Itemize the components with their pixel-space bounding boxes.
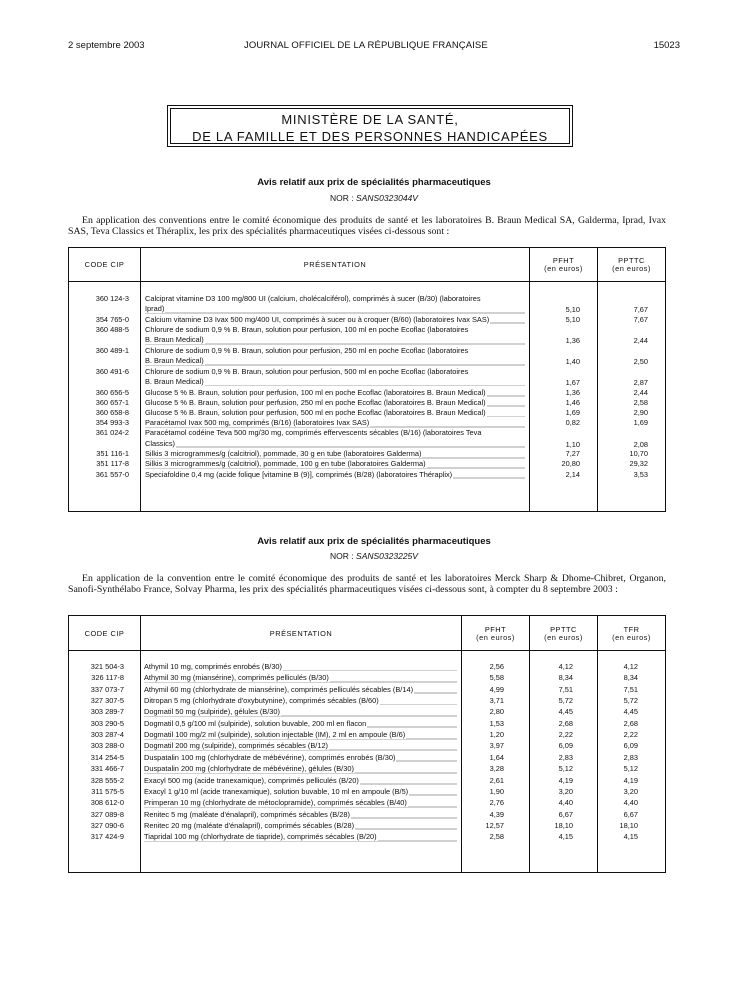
presentation-text	[144, 696, 457, 705]
tfr-value: 4,40	[623, 798, 638, 808]
presentation-line: Silkis 3 microgrammes/g (calcitriol), pommade, 100 g en tube (laboratoires Galderma)	[145, 459, 426, 469]
cip-code: 360 657-1	[95, 397, 129, 407]
tfr-unit: (en euros)	[612, 633, 651, 642]
cip-code: 360 488-5	[95, 325, 129, 335]
tfr-value: 8,34	[623, 673, 638, 683]
ppttc-value: 2,08	[633, 439, 648, 449]
notice-1-intro: En application des conventions entre le comité économique des produits de santé et les laboratoires B. Braun Medical SA, Galderma, Iprad, Ivax SAS, Teva Classics et Théraplix, les prix des spécialités pharmaceutiques visées ci-dessous sont :	[68, 215, 666, 237]
ppttc-unit: (en euros)	[612, 264, 651, 273]
notice-2-title: Avis relatif aux prix de spécialités pharmaceutiques	[257, 536, 491, 547]
presentation-line: Duspatalin 200 mg (chlorhydrate de mébévérine), gélules (B/30)	[144, 764, 354, 774]
cip-code: 354 993-3	[95, 418, 129, 428]
ppttc-value: 10,70	[629, 449, 648, 459]
pfht-label: PFHT	[484, 625, 507, 634]
presentation-text	[144, 685, 457, 694]
cip-code: 303 289-7	[90, 707, 124, 717]
presentation-text	[145, 294, 525, 303]
nor-code: SANS0323044V	[356, 193, 418, 203]
presentation-line: Silkis 3 microgrammes/g (calcitriol), pommade, 30 g en tube (laboratoires Galderma)	[145, 449, 422, 459]
nor-code: SANS0323225V	[356, 551, 418, 561]
presentation-line: Chlorure de sodium 0,9 % B. Braun, solution pour perfusion, 500 ml en poche Ecoflac (laboratoires	[145, 366, 469, 376]
cip-code: 328 555-2	[90, 775, 124, 785]
presentation-text	[144, 776, 457, 785]
cip-code: 360 491-6	[95, 366, 129, 376]
presentation-line: Speciafoldine 0,4 mg (acide folique [vitamine B (9)], comprimés (B/28) (laboratoires Théraplix)	[145, 469, 453, 479]
ppttc-value: 4,45	[558, 707, 573, 717]
presentation-line: Dogmatil 0,5 g/100 ml (sulpiride), solution buvable, 200 ml en flacon	[144, 718, 367, 728]
presentation-text	[144, 810, 457, 819]
ppttc-value: 4,15	[558, 832, 573, 842]
presentation-line: Athymil 10 mg, comprimés enrobés (B/30)	[144, 662, 283, 671]
presentation-line: Chlorure de sodium 0,9 % B. Braun, solution pour perfusion, 250 ml en poche Ecoflac (laboratoires	[145, 345, 469, 355]
cip-code: 303 288-0	[90, 741, 124, 751]
tfr-value: 6,09	[623, 741, 638, 751]
pfht-value: 0,82	[565, 418, 580, 428]
cip-code: 360 656-5	[95, 387, 129, 397]
pfht-value: 5,58	[489, 673, 504, 683]
cip-code: 361 557-0	[95, 469, 129, 479]
presentation-text	[145, 315, 525, 324]
presentation-text	[145, 408, 525, 417]
cip-code: 327 307-5	[90, 696, 124, 706]
presentation-line: Duspatalin 100 mg (chlorhydrate de mébévérine), comprimés enrobés (B/30)	[144, 752, 396, 762]
ppttc-value: 29,32	[629, 459, 648, 469]
ppttc-value: 4,40	[558, 798, 573, 808]
pfht-value: 3,97	[489, 741, 504, 751]
ppttc-value: 2,87	[633, 378, 648, 387]
cip-code: 331 466-7	[90, 764, 124, 774]
presentation-line: Renitec 5 mg (maléate d'énalapril), comprimés sécables (B/28)	[144, 809, 350, 819]
presentation-text	[144, 741, 457, 750]
presentation-text	[144, 764, 457, 773]
col-header-code: CODE CIP	[84, 260, 125, 269]
tfr-value: 6,67	[623, 809, 638, 819]
tfr-value: 2,83	[623, 752, 638, 762]
cip-code: 327 090-6	[90, 820, 124, 830]
pfht-value: 4,99	[489, 684, 504, 694]
pfht-value: 1,64	[489, 752, 504, 762]
pfht-value: 5,10	[565, 305, 580, 315]
presentation-line: Renitec 20 mg (maléate d'énalapril), comprimés sécables (B/28)	[144, 820, 355, 830]
cip-code: 326 117-8	[91, 673, 124, 683]
presentation-text	[144, 753, 457, 762]
presentation-text	[144, 662, 457, 671]
presentation-line: Tiapridal 100 mg (chlorhydrate de tiapride), comprimés sécables (B/20)	[144, 832, 377, 842]
presentation-text	[145, 335, 525, 344]
col-header-ppttc	[530, 626, 597, 642]
presentation-text	[144, 673, 457, 682]
cip-code: 351 116-1	[96, 449, 129, 459]
cip-code: 351 117-8	[96, 459, 129, 469]
ppttc-value: 7,67	[633, 314, 648, 324]
presentation-text	[144, 798, 457, 807]
ppttc-value: 18,10	[554, 820, 573, 830]
presentation-line: Chlorure de sodium 0,9 % B. Braun, solution pour perfusion, 100 ml en poche Ecoflac (laboratoires	[145, 325, 469, 335]
pfht-value: 1,46	[565, 397, 580, 407]
presentation-line: Glucose 5 % B. Braun, solution pour perfusion, 100 ml en poche Ecoflac (laboratoires B. Braun Medical)	[145, 387, 486, 397]
notice-1-nor	[0, 193, 748, 203]
pfht-value: 1,10	[565, 439, 580, 449]
presentation-text	[145, 449, 525, 458]
pfht-value: 12,57	[485, 820, 504, 830]
cip-code: 314 254-5	[90, 752, 124, 762]
presentation-line: Calciprat vitamine D3 100 mg/800 UI (calcium, cholécalciférol), comprimés à sucer (B/30) (laboratoires	[145, 294, 481, 303]
presentation-text	[144, 719, 457, 728]
pfht-value: 1,53	[489, 718, 504, 728]
tfr-value: 2,22	[623, 730, 638, 740]
cip-code: 360 489-1	[95, 345, 129, 355]
presentation-text	[145, 388, 525, 397]
pfht-value: 7,27	[565, 449, 580, 459]
tfr-value: 3,20	[623, 786, 638, 796]
cip-code: 303 290-5	[90, 718, 124, 728]
pfht-value: 3,71	[489, 696, 504, 706]
ministry-line-2: DE LA FAMILLE ET DES PERSONNES HANDICAPÉES	[192, 129, 548, 144]
ppttc-value: 1,69	[633, 418, 648, 428]
pfht-value: 2,61	[489, 775, 504, 785]
pfht-value: 2,76	[489, 798, 504, 808]
notice-2-nor	[0, 551, 748, 561]
presentation-line: Ditropan 5 mg (chlorhydrate d'oxybutynine), comprimés sécables (B/60)	[144, 696, 379, 706]
tfr-value: 18,10	[619, 820, 638, 830]
ppttc-value: 7,51	[558, 684, 573, 694]
pfht-value: 1,90	[489, 786, 504, 796]
ppttc-value: 4,19	[558, 775, 573, 785]
pfht-value: 2,80	[489, 707, 504, 717]
ppttc-value: 3,20	[558, 786, 573, 796]
ppttc-value: 8,34	[558, 673, 573, 683]
col-header-ppttc	[598, 257, 665, 273]
ppttc-value: 2,90	[633, 408, 648, 418]
ppttc-value: 2,83	[558, 752, 573, 762]
presentation-line: Dogmatil 50 mg (sulpiride), gélules (B/30)	[144, 707, 280, 717]
presentation-text	[145, 377, 525, 386]
cip-code: 361 024-2	[95, 428, 129, 438]
cip-code: 317 424-9	[90, 832, 124, 842]
presentation-line: Glucose 5 % B. Braun, solution pour perfusion, 250 ml en poche Ecoflac (laboratoires B. Braun Medical)	[145, 397, 486, 407]
ministry-line-1: MINISTÈRE DE LA SANTÉ,	[281, 112, 459, 127]
ppttc-value: 2,50	[633, 357, 648, 367]
ppttc-value: 3,53	[633, 469, 648, 479]
presentation-line: Exacyl 1 g/10 ml (acide tranexamique), solution buvable, 10 ml en ampoule (B/5)	[144, 786, 409, 796]
pfht-value: 5,10	[565, 314, 580, 324]
ppttc-value: 2,22	[558, 730, 573, 740]
presentation-text	[144, 730, 457, 739]
pfht-value: 1,69	[565, 408, 580, 418]
nor-label: NOR :	[330, 551, 354, 561]
pfht-unit: (en euros)	[544, 264, 583, 273]
presentation-line: Paracétamol codéine Teva 500 mg/30 mg, comprimés effervescents sécables (B/16) (laboratoires Teva	[145, 428, 482, 438]
cip-code: 308 612-0	[90, 798, 124, 808]
cip-code: 360 124-3	[95, 294, 129, 303]
tfr-value: 7,51	[623, 684, 638, 694]
cip-code: 321 504-3	[90, 662, 124, 671]
cip-code: 337 073-7	[90, 684, 124, 694]
presentation-line: Calcium vitamine D3 Ivax 500 mg/400 UI, comprimés à sucer ou à croquer (B/60) (laboratoires Ivax SAS)	[145, 314, 490, 324]
col-header-code: CODE CIP	[84, 629, 125, 638]
ppttc-value: 5,12	[558, 764, 573, 774]
ppttc-value: 2,58	[633, 397, 648, 407]
presentation-text	[144, 832, 457, 841]
col-header-presentation: PRÉSENTATION	[303, 260, 367, 269]
tfr-label: TFR	[623, 625, 640, 634]
presentation-line: B. Braun Medical)	[145, 377, 204, 386]
tfr-value: 4,12	[623, 662, 638, 671]
col-header-pfht	[462, 626, 529, 642]
tfr-value: 5,12	[623, 764, 638, 774]
notice-2-price-table	[68, 615, 666, 873]
pfht-value: 1,67	[565, 378, 580, 387]
presentation-text	[145, 418, 525, 427]
nor-label: NOR :	[330, 193, 354, 203]
notice-2-intro: En application de la convention entre le comité économique des produits de santé et les laboratoires Merck Sharp & Dhome-Chibret, Organon, Sanofi-Synthélabo France, Solvay Pharma, les prix des spécialités pharmaceutiques visées ci-dessous sont, à compter du 8 septembre 2003 :	[68, 573, 666, 595]
running-header	[68, 40, 680, 56]
ministry-box	[167, 105, 573, 147]
presentation-line: Classics)	[145, 438, 175, 448]
ppttc-value: 2,68	[558, 718, 573, 728]
notice-1-title: Avis relatif aux prix de spécialités pharmaceutiques	[257, 177, 491, 188]
cip-code: 360 658-8	[95, 408, 129, 418]
ppttc-value: 4,12	[558, 662, 573, 671]
page-number: 15023	[653, 40, 680, 51]
col-header-pfht	[530, 257, 597, 273]
presentation-line: Exacyl 500 mg (acide tranexamique), comprimés pelliculés (B/20)	[144, 775, 359, 785]
presentation-text	[144, 707, 457, 716]
presentation-text	[145, 398, 525, 407]
pfht-value: 4,39	[489, 809, 504, 819]
pfht-value: 2,56	[489, 662, 504, 671]
presentation-text	[145, 459, 525, 468]
ppttc-label: PPTTC	[618, 256, 645, 265]
ppttc-value: 2,44	[633, 336, 648, 346]
col-header-presentation: PRÉSENTATION	[269, 629, 333, 638]
cip-code: 354 765-0	[95, 314, 129, 324]
presentation-line: Glucose 5 % B. Braun, solution pour perfusion, 500 ml en poche Ecoflac (laboratoires B. Braun Medical)	[145, 408, 486, 418]
pfht-value: 3,28	[489, 764, 504, 774]
notice-1-price-table	[68, 247, 666, 512]
presentation-line: Dogmatil 100 mg/2 ml (sulpiride), solution injectable (IM), 2 ml en ampoule (B/6)	[144, 730, 406, 740]
pfht-label: PFHT	[552, 256, 575, 265]
cip-code: 311 575-5	[91, 786, 124, 796]
presentation-line: Dogmatil 200 mg (sulpiride), comprimés sécables (B/12)	[144, 741, 329, 751]
presentation-text	[145, 367, 525, 376]
presentation-text	[145, 346, 525, 355]
tfr-value: 4,19	[623, 775, 638, 785]
presentation-text	[144, 821, 457, 830]
presentation-line: Athymil 60 mg (chlorhydrate de miansérine), comprimés pelliculés sécables (B/14)	[144, 684, 414, 694]
tfr-value: 4,45	[623, 707, 638, 717]
pfht-value: 2,14	[565, 469, 580, 479]
pfht-value: 1,40	[565, 357, 580, 367]
pfht-value: 1,36	[565, 336, 580, 346]
tfr-value: 5,72	[623, 696, 638, 706]
presentation-text	[145, 325, 525, 334]
ppttc-value: 6,09	[558, 741, 573, 751]
presentation-text	[145, 439, 525, 448]
pfht-value: 1,20	[489, 730, 504, 740]
pfht-value: 1,36	[565, 387, 580, 397]
col-header-tfr	[598, 626, 665, 642]
journal-title: JOURNAL OFFICIEL DE LA RÉPUBLIQUE FRANÇAISE	[244, 40, 488, 51]
pfht-value: 20,80	[561, 459, 580, 469]
presentation-line: Athymil 30 mg (miansérine), comprimés pelliculés (B/30)	[144, 673, 329, 683]
ppttc-value: 2,44	[633, 387, 648, 397]
presentation-text	[145, 356, 525, 365]
cip-code: 303 287-4	[90, 730, 124, 740]
presentation-line: Paracétamol Ivax 500 mg, comprimés (B/16) (laboratoires Ivax SAS)	[145, 418, 370, 428]
presentation-line: Primperan 10 mg (chlorhydrate de métoclopramide), comprimés sécables (B/40)	[144, 798, 407, 808]
tfr-value: 2,68	[623, 718, 638, 728]
ppttc-label: PPTTC	[550, 625, 577, 634]
presentation-line: Iprad)	[145, 304, 165, 314]
presentation-text	[145, 304, 525, 313]
cip-code: 327 089-8	[90, 809, 124, 819]
tfr-value: 4,15	[623, 832, 638, 842]
presentation-text	[145, 470, 525, 479]
presentation-text	[144, 787, 457, 796]
presentation-line: B. Braun Medical)	[145, 356, 204, 366]
pfht-value: 2,58	[489, 832, 504, 842]
ppttc-unit: (en euros)	[544, 633, 583, 642]
ppttc-value: 5,72	[558, 696, 573, 706]
issue-date: 2 septembre 2003	[68, 40, 145, 51]
pfht-unit: (en euros)	[476, 633, 515, 642]
presentation-text	[145, 428, 525, 437]
presentation-line: B. Braun Medical)	[145, 335, 204, 345]
ppttc-value: 7,67	[633, 305, 648, 315]
ppttc-value: 6,67	[558, 809, 573, 819]
